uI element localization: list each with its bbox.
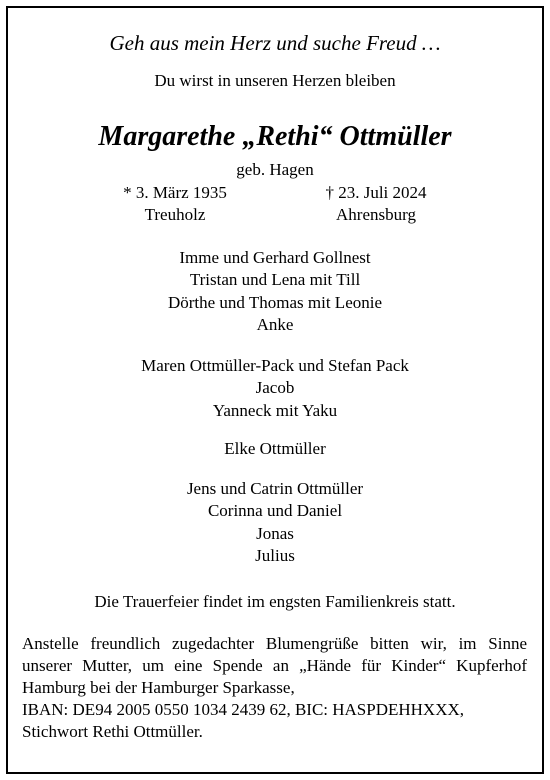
mourner-line: Jens und Catrin Ottmüller <box>186 479 364 498</box>
mourner-line: Anke <box>256 314 294 334</box>
death-info <box>296 182 456 226</box>
death-place: Ahrensburg <box>336 205 416 224</box>
notice-line: Hamburg bei der Hamburger Sparkasse, <box>22 678 295 697</box>
mourner-line: Tristan und Lena mit Till <box>189 270 361 290</box>
mourner-group <box>0 355 550 422</box>
mourner-group <box>0 438 550 460</box>
death-date: † 23. Juli 2024 <box>325 183 427 202</box>
mourner-group <box>0 478 550 567</box>
mourner-line: Corinna und Daniel <box>207 501 343 521</box>
donation-notice <box>22 633 527 743</box>
birth-info <box>95 182 255 226</box>
mourner-line: Jacob <box>255 378 295 398</box>
birth-place: Treuholz <box>144 205 206 224</box>
ceremony-note: Die Trauerfeier findet im engsten Familienkreis statt. <box>94 592 456 611</box>
mourner-group <box>0 247 550 336</box>
birth-date: * 3. März 1935 <box>123 183 227 202</box>
mourner-line: Dörthe und Thomas mit Leonie <box>167 292 383 312</box>
mourner-line: Julius <box>255 545 295 565</box>
notice-line: unserer Mutter, um eine Spende an „Hände für Kinder“ Kupferhof <box>22 656 527 675</box>
motto: Geh aus mein Herz und suche Freud … <box>109 31 441 55</box>
notice-line: Anstelle freundlich zugedachter Blumengrüße bitten wir, im Sinne <box>22 634 527 653</box>
mourner-line: Elke Ottmüller <box>224 439 326 458</box>
life-dates <box>0 182 550 226</box>
subtitle: Du wirst in unseren Herzen bleiben <box>154 71 396 90</box>
mourner-line: Yanneck mit Yaku <box>212 400 338 420</box>
mourner-line: Maren Ottmüller-Pack und Stefan Pack <box>141 356 409 375</box>
notice-line: Stichwort Rethi Ottmüller. <box>22 722 203 741</box>
deceased-name: Margarethe „Rethi“ Ottmüller <box>98 121 452 152</box>
mourner-line: Imme und Gerhard Gollnest <box>179 248 371 267</box>
notice-line: IBAN: DE94 2005 0550 1034 2439 62, BIC: HASPDEHHXXX, <box>22 700 465 719</box>
mourner-line: Jonas <box>256 523 294 543</box>
maiden-name: geb. Hagen <box>236 160 314 179</box>
